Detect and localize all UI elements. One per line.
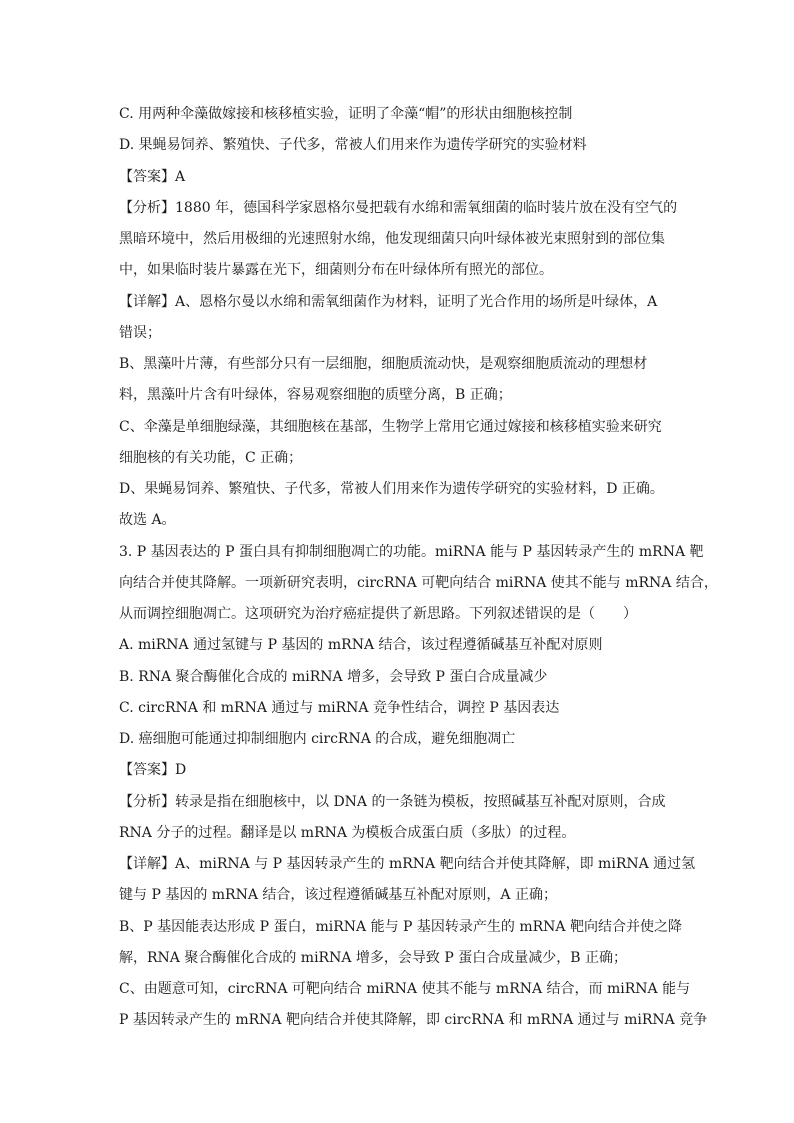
question-3-stem: 向结合并使其降解。一项新研究表明，circRNA 可靶向结合 miRNA 使其不能与 mRNA 结合，	[119, 574, 718, 591]
option-d-line: D. 果蝇易饲养、繁殖快、子代多，常被人们用来作为遗传学研究的实验材料	[119, 137, 587, 154]
answer-line: 【答案】D	[119, 762, 187, 779]
explanation-line: B、P 基因能表达形成 P 蛋白，miRNA 能与 P 基因转录产生的 mRNA 靶向结合并使之降	[119, 918, 682, 935]
analysis-line: 黑暗环境中，然后用极细的光速照射水绵，他发现细菌只向叶绿体被光束照射到的部位集	[119, 231, 665, 247]
option-a-line: A. miRNA 通过氢键与 P 基因的 mRNA 结合，该过程遵循碱基互补配对原则	[119, 637, 603, 654]
explanation-line: C、伞藻是单细胞绿藻，其细胞核在基部，生物学上常用它通过嫁接和核移植实验来研究	[119, 418, 662, 435]
option-c-line: C. 用两种伞藻做嫁接和核移植实验，证明了伞藻“帽”的形状由细胞核控制	[119, 106, 573, 122]
analysis-line: 中，如果临时装片暴露在光下，细菌则分布在叶绿体所有照光的部位。	[119, 262, 553, 279]
analysis-line: 【分析】转录是指在细胞核中，以 DNA 的一条链为模板，按照碱基互补配对原则，合成	[119, 793, 666, 810]
explanation-line: 错误；	[119, 324, 161, 341]
answer-line: 【答案】A	[119, 168, 186, 185]
explanation-line: C、由题意可知，circRNA 可靶向结合 miRNA 使其不能与 mRNA 结合，而 miRNA 能与	[119, 981, 691, 997]
analysis-line: 【分析】1880 年，德国科学家恩格尔曼把载有水绵和需氧细菌的临时装片放在没有空气的	[119, 199, 678, 216]
conclusion-line: 故选 A。	[119, 512, 176, 529]
question-3-stem: 从而调控细胞凋亡。这项研究为治疗癌症提供了新思路。下列叙述错误的是（ ）	[119, 606, 637, 622]
explanation-line: 【详解】A、miRNA 与 P 基因转录产生的 mRNA 靶向结合并使其降解，即 miRNA 通过氢	[119, 856, 696, 872]
explanation-line: B、黑藻叶片薄，有些部分只有一层细胞，细胞质流动快，是观察细胞质流动的理想材	[119, 356, 648, 372]
explanation-line: D、果蝇易饲养、繁殖快、子代多，常被人们用来作为遗传学研究的实验材料，D 正确。	[119, 481, 664, 497]
explanation-line: 料，黑藻叶片含有叶绿体，容易观察细胞的质壁分离，B 正确；	[119, 387, 512, 404]
explanation-line: 键与 P 基因的 mRNA 结合，该过程遵循碱基互补配对原则，A 正确；	[119, 887, 557, 904]
question-3-stem: 3. P 基因表达的 P 蛋白具有抑制细胞凋亡的功能。miRNA 能与 P 基因转录产生的 mRNA 靶	[119, 543, 704, 560]
analysis-line: RNA 分子的过程。翻译是以 mRNA 为模板合成蛋白质（多肽）的过程。	[119, 824, 576, 841]
option-d-line: D. 癌细胞可能通过抑制细胞内 circRNA 的合成，避免细胞凋亡	[119, 731, 516, 747]
explanation-line: 细胞核的有关功能，C 正确；	[119, 449, 303, 466]
explanation-line: P 基因转录产生的 mRNA 靶向结合并使其降解，即 circRNA 和 mRNA 通过与 miRNA 竞争	[119, 1012, 708, 1029]
option-c-line: C. circRNA 和 mRNA 通过与 miRNA 竞争性结合，调控 P 基因表达	[119, 699, 560, 716]
explanation-line: 【详解】A、恩格尔曼以水绵和需氧细菌作为材料，证明了光合作用的场所是叶绿体，A	[119, 293, 658, 310]
document-body	[119, 99, 718, 1037]
option-b-line: B. RNA 聚合酶催化合成的 miRNA 增多，会导致 P 蛋白合成量减少	[119, 668, 548, 685]
explanation-line: 解，RNA 聚合酶催化合成的 miRNA 增多，会导致 P 蛋白合成量减少，B 正确；	[119, 949, 627, 966]
